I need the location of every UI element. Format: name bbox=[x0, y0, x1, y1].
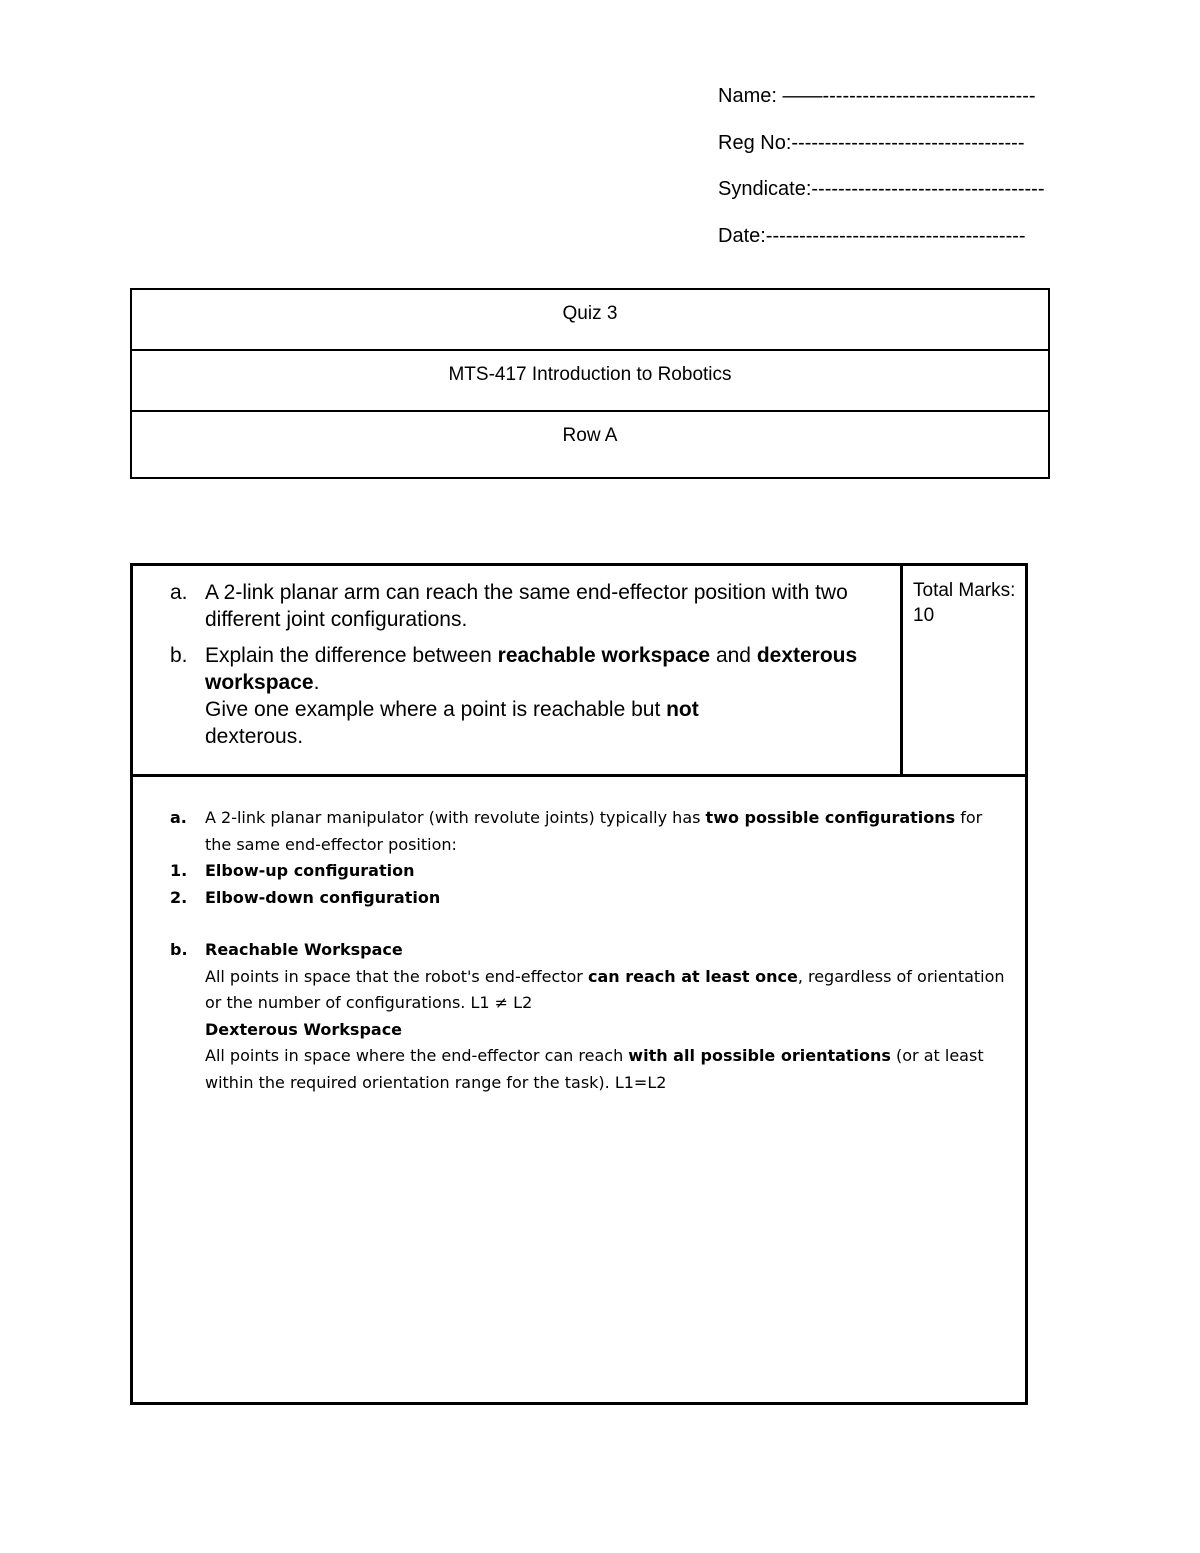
answer-text: for the same end-effector position: bbox=[205, 808, 983, 854]
answer-b-label: b. bbox=[170, 940, 188, 959]
term-reachable: reachable workspace bbox=[497, 644, 711, 667]
answer-text: , regardless of orientation or the number of configurations. L1 ≠ L2 bbox=[205, 966, 1005, 1012]
answer-bold: two possible configurations bbox=[705, 808, 956, 827]
question-b-text: . bbox=[313, 671, 320, 694]
answer-list-item bbox=[133, 858, 1005, 885]
answer-bold: can reach at least once bbox=[587, 966, 798, 986]
name-field: Name: ——-------------------------------- bbox=[718, 85, 1036, 107]
answer-bold: with all possible orientations bbox=[628, 1046, 891, 1065]
dexterous-heading: Dexterous Workspace bbox=[205, 1019, 403, 1039]
student-info-fields bbox=[718, 84, 1058, 270]
row-label: Row A bbox=[562, 425, 618, 446]
answer-text: A 2-link planar manipulator (with revolute joints) typically has bbox=[205, 808, 706, 827]
reachable-definition bbox=[205, 964, 1005, 1017]
question-a-text: A 2-link planar arm can reach the same end-effector position with two different joint configurations. bbox=[205, 581, 848, 631]
elbow-up: Elbow-up configuration bbox=[205, 861, 415, 880]
question-b-label: b. bbox=[170, 644, 188, 667]
question-b-text: Give one example where a point is reachable but bbox=[205, 698, 667, 721]
question-b-text: Explain the difference between bbox=[205, 644, 498, 667]
answer-text: All points in space that the robot's end-effector bbox=[205, 966, 588, 986]
answer-a-label: a. bbox=[170, 808, 187, 827]
quiz-number: Quiz 3 bbox=[132, 290, 1048, 351]
term-dexterous: dexterous workspace bbox=[205, 644, 858, 694]
course-title: MTS-417 Introduction to Robotics bbox=[132, 351, 1048, 412]
answer-list-item bbox=[133, 885, 1005, 912]
question-b-text: dexterous. bbox=[205, 725, 304, 748]
quiz-title-table bbox=[130, 288, 1050, 479]
total-marks: Total Marks: 10 bbox=[913, 580, 1016, 626]
syndicate-field: Syndicate:----------------------------------- bbox=[718, 178, 1045, 200]
dexterous-definition bbox=[205, 1043, 1005, 1096]
answer-text: (or at least within the required orientation range for the task). L1=L2 bbox=[205, 1046, 984, 1092]
list-number: 2. bbox=[170, 887, 188, 907]
elbow-down: Elbow-down configuration bbox=[205, 887, 441, 907]
question-row bbox=[133, 566, 1025, 777]
question-answer-table bbox=[130, 563, 1028, 1405]
question-a bbox=[133, 579, 900, 633]
answer-a bbox=[133, 805, 1005, 858]
answer-cell bbox=[133, 777, 1025, 1096]
date-field: Date:--------------------------------------- bbox=[718, 224, 1026, 247]
reachable-heading: Reachable Workspace bbox=[205, 940, 403, 959]
question-b-text: and bbox=[710, 644, 757, 667]
reg-no-field: Reg No:----------------------------------- bbox=[718, 131, 1025, 154]
question-a-label: a. bbox=[170, 581, 188, 604]
question-cell bbox=[133, 566, 903, 774]
question-b bbox=[133, 642, 900, 750]
list-number: 1. bbox=[170, 861, 188, 880]
term-not: not bbox=[666, 698, 699, 721]
answer-b bbox=[133, 937, 1005, 1096]
answer-text: All points in space where the end-effector can reach bbox=[205, 1046, 629, 1065]
